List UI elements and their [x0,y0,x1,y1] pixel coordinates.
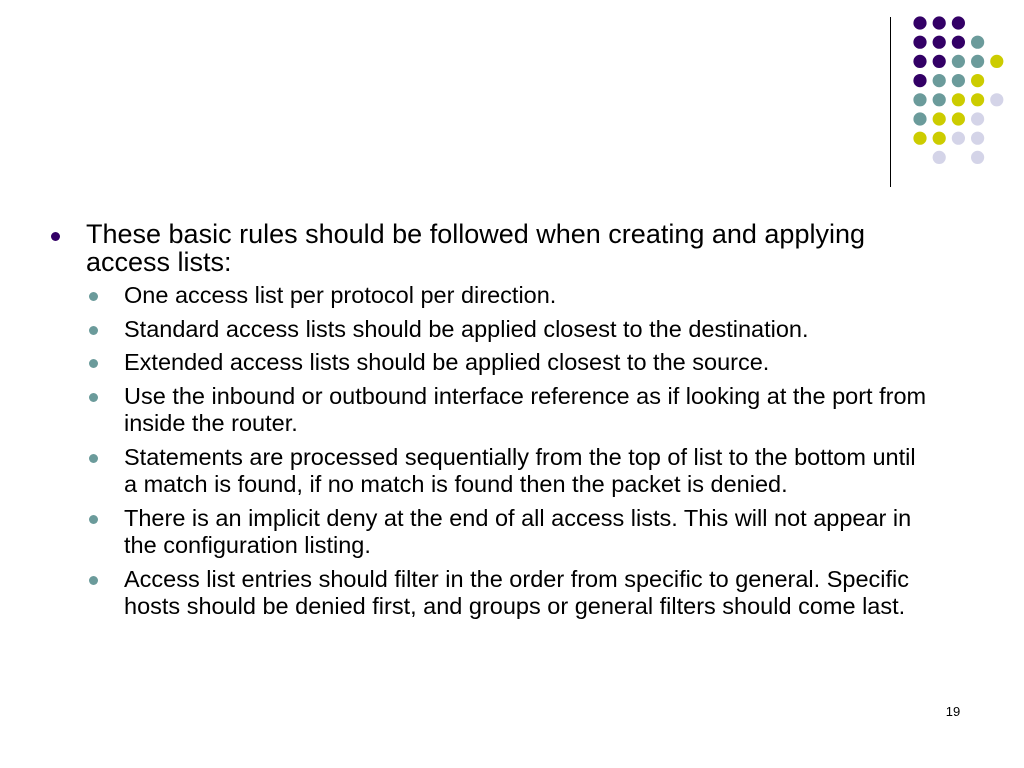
sub-bullet-dot-icon [89,326,98,335]
decorative-dot [952,55,965,68]
decorative-dot [913,36,926,49]
sub-bullet-dot-icon [89,454,98,463]
decorative-dot [933,151,946,164]
decorative-dot [913,112,926,125]
decorative-dot [971,151,984,164]
title-divider-line [890,17,891,187]
decorative-dot [933,132,946,145]
decorative-dot [933,16,946,29]
decorative-dot [971,112,984,125]
main-bullet-dot-icon [51,232,60,241]
sub-bullet-text: Access list entries should filter in the order from specific to general. Specific hosts should be denied first, and groups or general filters should come last. [124,565,909,619]
page-number: 19 [945,704,961,719]
decorative-dot [913,93,926,106]
sub-bullet-dot-icon [89,576,98,585]
sub-bullet-text: There is an implicit deny at the end of all access lists. This will not appear in the configuration listing. [124,504,912,558]
sub-bullet-item [86,282,934,310]
decorative-dot [913,132,926,145]
sub-bullet-dot-icon [89,359,98,368]
main-bullet [48,220,956,276]
decorative-dot-grid [0,0,1024,200]
decorative-dot [990,93,1003,106]
sub-bullet-item [86,383,934,438]
decorative-dot [913,55,926,68]
decorative-dot [913,74,926,87]
sub-bullet-item [86,505,934,560]
sub-bullet-item [86,316,934,344]
decorative-dot [952,132,965,145]
decorative-dot [971,36,984,49]
decorative-dot [971,55,984,68]
decorative-dot [933,93,946,106]
decorative-dot [913,16,926,29]
sub-bullet-text: Standard access lists should be applied closest to the destination. [124,315,809,342]
main-bullet-text: These basic rules should be followed when creating and applying access lists: [86,219,865,277]
decorative-dot [971,132,984,145]
sub-bullet-item [86,349,934,377]
decorative-dot [990,55,1003,68]
sub-bullet-text: One access list per protocol per direction. [124,282,557,308]
sub-bullet-item [86,444,934,499]
decorative-dot [952,112,965,125]
sub-bullet-dot-icon [89,515,98,524]
decorative-dot [952,74,965,87]
sub-bullet-text: Extended access lists should be applied closest to the source. [124,349,770,375]
slide-content [48,220,968,627]
decorative-dot [933,55,946,68]
sub-bullet-dot-icon [89,292,98,301]
decorative-dot [952,16,965,29]
sub-bullet-item [86,566,934,621]
decorative-dot [933,36,946,49]
decorative-dot [933,112,946,125]
sub-bullet-list [86,282,968,621]
decorative-dot [952,36,965,49]
decorative-dot [933,74,946,87]
sub-bullet-text: Statements are processed sequentially from the top of list to the bottom until a match is found, if no match is found then the packet is denied. [124,443,916,497]
decorative-dot [971,93,984,106]
sub-bullet-text: Use the inbound or outbound interface reference as if looking at the port from inside the router. [124,382,927,436]
decorative-dot [971,74,984,87]
sub-bullet-dot-icon [89,393,98,402]
decorative-dot [952,93,965,106]
